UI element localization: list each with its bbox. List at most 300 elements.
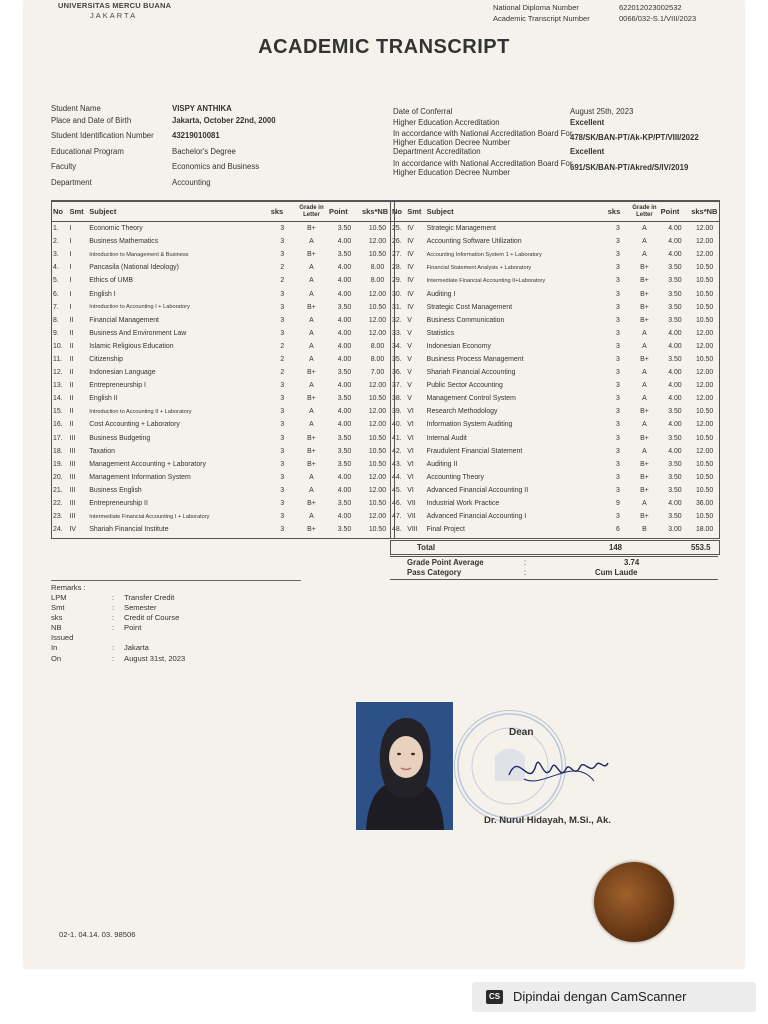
course-semester: VI (407, 421, 414, 429)
course-point: 3.50 (668, 316, 682, 324)
course-no: 32. (392, 316, 402, 324)
course-sks: 2 (280, 277, 285, 285)
course-sks: 3 (616, 225, 620, 233)
course-semester: IV (407, 225, 414, 233)
course-subject: Statistics (426, 329, 455, 337)
course-sks: 3 (280, 395, 285, 403)
issued-in-colon: : (112, 643, 115, 652)
course-sks: 3 (280, 460, 285, 468)
course-no: 42. (392, 447, 402, 455)
table-row (52, 274, 394, 287)
course-sksnb: 10.50 (368, 526, 387, 534)
course-point: 3.50 (668, 513, 682, 521)
table-row (391, 392, 719, 405)
course-no: 22. (53, 500, 63, 508)
course-subject: Entrepreneurship I (89, 382, 146, 390)
course-subject: Business Mathematics (89, 238, 159, 246)
course-subject: Shariah Financial Institute (89, 526, 169, 534)
student-field-value: Jakarta, October 22nd, 2000 (172, 116, 276, 125)
course-no: 28. (392, 264, 402, 272)
course-grade: B+ (640, 460, 649, 468)
grades-table-left (52, 201, 394, 536)
course-sks: 3 (280, 238, 285, 246)
course-subject: Entrepreneurship II (89, 500, 148, 508)
course-sksnb: 10.50 (695, 513, 714, 521)
course-point: 4.00 (668, 251, 682, 259)
course-grade: A (309, 382, 314, 390)
header-no: No (391, 202, 406, 222)
dean-name: Dr. Nurul Hidayah, M.Si., Ak. (484, 815, 611, 826)
course-no: 27. (392, 251, 402, 259)
course-grade: B+ (307, 447, 316, 455)
course-no: 5. (53, 277, 59, 285)
header-point: Point (328, 202, 361, 222)
issued-in-label: In (51, 643, 58, 652)
course-semester: IV (407, 251, 414, 259)
course-no: 12. (53, 369, 63, 377)
table-row (391, 261, 719, 274)
course-grade: A (642, 369, 647, 377)
camscanner-logo-icon: CS (486, 990, 503, 1004)
course-sks: 3 (280, 329, 285, 337)
remark-key: Smt (51, 603, 65, 612)
course-point: 3.50 (337, 500, 352, 508)
course-subject: Strategic Management (426, 225, 496, 233)
course-point: 4.00 (668, 447, 682, 455)
course-grade: A (309, 513, 314, 521)
course-semester: V (407, 316, 412, 324)
course-grade: B+ (307, 500, 316, 508)
course-no: 16. (53, 421, 63, 429)
course-sksnb: 8.00 (370, 355, 385, 363)
course-sksnb: 12.00 (695, 342, 714, 350)
course-point: 3.50 (337, 369, 352, 377)
table-row (52, 445, 394, 458)
course-sksnb: 7.00 (370, 369, 385, 377)
course-sksnb: 10.50 (368, 251, 387, 259)
course-no: 8. (53, 316, 59, 324)
conferral-field-value: 478/SK/BAN-PT/Ak-KP/PT/VIII/2022 (570, 133, 699, 142)
course-sksnb: 12.00 (695, 329, 714, 337)
course-no: 7. (53, 303, 59, 311)
course-point: 3.50 (668, 264, 682, 272)
course-subject: Business Budgeting (89, 434, 151, 442)
course-no: 40. (392, 421, 402, 429)
course-sksnb: 10.50 (695, 303, 714, 311)
table-row (52, 327, 394, 340)
course-sks: 3 (616, 382, 620, 390)
dean-signature-icon (504, 745, 614, 795)
table-row (52, 340, 394, 353)
course-sks: 3 (616, 303, 620, 311)
course-no: 24. (53, 526, 63, 534)
course-grade: B+ (640, 316, 649, 324)
course-semester: II (69, 382, 74, 390)
course-sks: 3 (616, 460, 620, 468)
course-sks: 3 (616, 251, 620, 259)
table-row (391, 405, 719, 418)
course-sksnb: 12.00 (368, 486, 387, 494)
course-no: 48. (392, 526, 402, 534)
course-semester: I (69, 290, 72, 298)
embossed-seal (594, 862, 674, 942)
table-row (52, 497, 394, 510)
course-subject: Business Process Management (426, 355, 524, 363)
course-semester: III (69, 434, 76, 442)
course-sksnb: 10.50 (368, 395, 387, 403)
conferral-field-label: In accordance with National Accreditation Board For Higher Education Decree Number (393, 129, 573, 147)
course-point: 4.00 (337, 316, 352, 324)
course-subject: Fraudulent Financial Statement (426, 447, 523, 455)
student-field-label: Student Identification Number (51, 131, 154, 140)
course-sksnb: 10.50 (695, 460, 714, 468)
course-sksnb: 12.00 (368, 473, 387, 481)
header-subject: Subject (426, 202, 607, 222)
course-point: 4.00 (337, 238, 352, 246)
transcript-number-label: Academic Transcript Number (493, 14, 590, 23)
total-sksnb: 553.5 (691, 543, 711, 552)
course-no: 37. (392, 382, 402, 390)
total-row (390, 540, 720, 555)
course-subject: Introduction to Accounting I + Laboratory (89, 304, 190, 311)
table-row (52, 510, 394, 523)
course-grade: A (642, 329, 647, 337)
course-grade: B+ (640, 290, 649, 298)
table-row (391, 353, 719, 366)
conferral-field-label: In accordance with National Accreditation Board For Higher Education Decree Number (393, 159, 573, 177)
course-sksnb: 12.00 (368, 382, 387, 390)
course-sksnb: 12.00 (695, 421, 714, 429)
course-sks: 3 (616, 277, 620, 285)
course-no: 9. (53, 329, 59, 337)
course-sks: 3 (280, 408, 285, 416)
course-sks: 3 (280, 421, 285, 429)
remark-colon: : (112, 593, 115, 602)
course-grade: A (642, 421, 647, 429)
course-no: 33. (392, 329, 402, 337)
course-grade: B+ (640, 434, 649, 442)
course-grade: B+ (640, 486, 649, 494)
course-no: 4. (53, 264, 59, 272)
course-semester: V (407, 369, 412, 377)
course-point: 4.00 (337, 473, 352, 481)
course-point: 4.00 (337, 382, 352, 390)
student-field-label: Educational Program (51, 147, 124, 156)
course-grade: A (642, 500, 647, 508)
course-point: 3.50 (337, 447, 352, 455)
course-no: 41. (392, 434, 402, 442)
course-semester: IV (407, 290, 414, 298)
course-no: 13. (53, 382, 63, 390)
table-row (391, 497, 719, 510)
course-semester: IV (407, 277, 414, 285)
course-semester: V (407, 395, 412, 403)
course-grade: A (309, 290, 314, 298)
course-sksnb: 10.50 (695, 486, 714, 494)
course-grade: B+ (307, 303, 316, 311)
course-semester: II (69, 395, 74, 403)
course-sksnb: 12.00 (368, 316, 387, 324)
course-no: 1. (53, 225, 59, 233)
course-subject: English II (89, 395, 118, 403)
course-point: 3.50 (668, 460, 682, 468)
course-sks: 9 (616, 500, 620, 508)
table-row (52, 353, 394, 366)
table-row (52, 392, 394, 405)
table-row (52, 301, 394, 314)
course-semester: V (407, 342, 412, 350)
course-point: 3.50 (668, 277, 682, 285)
course-point: 4.00 (668, 329, 682, 337)
course-point: 4.00 (337, 329, 352, 337)
header-smt: Smt (406, 202, 425, 222)
course-grade: A (309, 277, 314, 285)
course-semester: II (69, 329, 74, 337)
course-semester: III (69, 500, 76, 508)
course-sks: 3 (616, 408, 620, 416)
course-no: 20. (53, 473, 63, 481)
course-semester: VI (407, 434, 414, 442)
course-sksnb: 10.50 (368, 303, 387, 311)
course-sksnb: 12.00 (368, 238, 387, 246)
course-grade: B+ (307, 251, 316, 259)
course-no: 23. (53, 513, 63, 521)
course-sksnb: 10.50 (695, 408, 714, 416)
table-row (391, 274, 719, 287)
course-grade: B+ (640, 355, 649, 363)
course-point: 4.00 (337, 408, 352, 416)
course-sksnb: 10.50 (368, 447, 387, 455)
course-subject: Public Sector Accounting (426, 382, 503, 390)
course-point: 3.50 (337, 526, 352, 534)
remark-key: LPM (51, 593, 67, 602)
course-grade: A (309, 342, 314, 350)
course-subject: Business Communication (426, 316, 505, 324)
course-subject: Taxation (89, 447, 115, 455)
course-grade: A (642, 395, 647, 403)
course-grade: B+ (640, 277, 649, 285)
course-sks: 3 (280, 225, 285, 233)
course-sksnb: 10.50 (695, 473, 714, 481)
course-no: 3. (53, 251, 59, 259)
table-row (391, 248, 719, 261)
course-no: 19. (53, 460, 63, 468)
table-row (391, 418, 719, 431)
course-subject: Business English (89, 486, 142, 494)
course-sks: 3 (280, 316, 285, 324)
course-grade: A (309, 238, 314, 246)
table-row (391, 445, 719, 458)
course-sks: 2 (280, 264, 285, 272)
course-subject: Internal Audit (426, 434, 467, 442)
course-point: 3.50 (668, 290, 682, 298)
student-field-label: Faculty (51, 162, 77, 171)
document-code: 02-1. 04.14. 03. 98506 (59, 930, 136, 939)
course-sks: 3 (616, 473, 620, 481)
remark-colon: : (112, 603, 115, 612)
student-field-label: Student Name (51, 104, 101, 113)
course-point: 4.00 (337, 486, 352, 494)
course-sks: 3 (616, 421, 620, 429)
course-semester: I (69, 277, 72, 285)
course-point: 4.00 (668, 395, 682, 403)
table-row (391, 510, 719, 523)
remark-colon: : (112, 623, 115, 632)
course-point: 4.00 (337, 513, 352, 521)
course-sksnb: 10.50 (368, 460, 387, 468)
table-row (52, 471, 394, 484)
course-subject: Information System Auditing (426, 421, 513, 429)
course-semester: III (69, 447, 76, 455)
course-semester: II (69, 421, 74, 429)
camscanner-text: Dipindai dengan CamScanner (513, 989, 687, 1004)
course-sksnb: 12.00 (695, 369, 714, 377)
transcript-number-value: 0066/032-S.1/VIII/2023 (619, 14, 697, 23)
course-point: 4.00 (668, 369, 682, 377)
course-sks: 3 (280, 382, 285, 390)
course-semester: II (69, 408, 74, 416)
course-grade: A (309, 473, 314, 481)
course-subject: Cost Accounting + Laboratory (89, 421, 180, 429)
course-point: 4.00 (668, 500, 682, 508)
course-subject: Management Information System (89, 473, 191, 481)
course-subject: Business And Environment Law (89, 329, 187, 337)
course-grade: A (642, 225, 647, 233)
course-sks: 3 (280, 473, 285, 481)
course-grade: B+ (640, 408, 649, 416)
course-sks: 3 (616, 395, 620, 403)
course-sks: 3 (616, 316, 620, 324)
course-sksnb: 10.50 (695, 277, 714, 285)
course-subject: Ethics of UMB (89, 277, 133, 285)
course-point: 4.00 (337, 290, 352, 298)
course-sksnb: 10.50 (695, 434, 714, 442)
course-grade: A (309, 329, 314, 337)
remark-key: sks (51, 613, 63, 622)
dean-title: Dean (509, 727, 534, 738)
course-subject: Accounting Software Utilization (426, 238, 522, 246)
course-semester: VI (407, 447, 414, 455)
table-row (391, 379, 719, 392)
course-no: 39. (392, 408, 402, 416)
course-no: 14. (53, 395, 63, 403)
course-sksnb: 10.50 (368, 500, 387, 508)
conferral-field-value: August 25th, 2023 (570, 107, 634, 116)
course-semester: II (69, 342, 74, 350)
course-no: 46. (392, 500, 402, 508)
course-no: 10. (53, 342, 63, 350)
course-grade: B+ (640, 473, 649, 481)
course-sksnb: 10.50 (368, 434, 387, 442)
table-row (52, 405, 394, 418)
course-sks: 3 (616, 369, 620, 377)
course-subject: Introduction to Management & Business (89, 251, 189, 258)
diploma-number-label: National Diploma Number (493, 3, 579, 12)
course-no: 38. (392, 395, 402, 403)
course-subject: Research Methodology (426, 408, 498, 416)
table-row (391, 458, 719, 471)
course-sks: 3 (280, 447, 285, 455)
course-semester: VI (407, 460, 414, 468)
table-row (52, 523, 394, 536)
table-row (391, 235, 719, 248)
course-subject: Management Control System (426, 395, 516, 403)
course-semester: IV (407, 264, 414, 272)
course-no: 18. (53, 447, 63, 455)
course-sksnb: 12.00 (695, 395, 714, 403)
course-sksnb: 12.00 (695, 251, 714, 259)
header-grade: Grade in Letter (295, 202, 328, 222)
course-subject: Economic Theory (89, 225, 143, 233)
gpa-colon: : (524, 558, 527, 567)
course-point: 4.00 (337, 277, 352, 285)
course-sks: 3 (616, 290, 620, 298)
student-field-label: Department (51, 178, 92, 187)
conferral-field-label: Department Accreditation (393, 147, 481, 156)
table-row (391, 287, 719, 300)
course-point: 4.00 (668, 382, 682, 390)
table-row (52, 432, 394, 445)
course-no: 44. (392, 473, 402, 481)
course-sksnb: 10.50 (695, 316, 714, 324)
course-no: 47. (392, 513, 402, 521)
table-row (52, 314, 394, 327)
course-grade: B+ (640, 303, 649, 311)
course-semester: III (69, 460, 76, 468)
course-subject: Indonesian Economy (426, 342, 491, 350)
course-grade: B+ (640, 264, 649, 272)
course-sks: 3 (280, 303, 285, 311)
course-point: 3.50 (337, 434, 352, 442)
course-semester: VII (407, 513, 416, 521)
issued-on-value: August 31st, 2023 (124, 654, 186, 663)
remark-value: Transfer Credit (124, 593, 175, 602)
table-row (52, 458, 394, 471)
course-subject: Auditing I (426, 290, 456, 298)
course-sksnb: 12.00 (695, 238, 714, 246)
course-sksnb: 12.00 (695, 447, 714, 455)
course-no: 35. (392, 355, 402, 363)
course-semester: VI (407, 486, 414, 494)
remark-value: Semester (124, 603, 157, 612)
camscanner-watermark (472, 982, 756, 1012)
course-subject: English I (89, 290, 116, 298)
course-semester: VI (407, 473, 414, 481)
course-sksnb: 10.50 (368, 225, 387, 233)
issued-on-colon: : (112, 654, 115, 663)
course-point: 3.00 (668, 526, 682, 534)
course-sksnb: 10.50 (695, 355, 714, 363)
remarks-heading: Remarks : (51, 583, 86, 592)
course-grade: A (642, 342, 647, 350)
course-sksnb: 10.50 (695, 264, 714, 272)
course-semester: I (69, 303, 72, 311)
course-grade: B (642, 526, 647, 534)
course-subject: Auditing II (426, 460, 458, 468)
course-semester: IV (407, 238, 414, 246)
course-sks: 3 (616, 434, 620, 442)
course-subject: Accounting Theory (426, 473, 484, 481)
course-semester: VIII (407, 526, 418, 534)
header-sks: sks (270, 202, 295, 222)
student-photo (356, 702, 453, 830)
header-sks: sks (607, 202, 629, 222)
table-row (391, 314, 719, 327)
course-no: 34. (392, 342, 402, 350)
course-semester: II (69, 369, 74, 377)
course-point: 4.00 (668, 342, 682, 350)
course-sks: 2 (280, 355, 285, 363)
